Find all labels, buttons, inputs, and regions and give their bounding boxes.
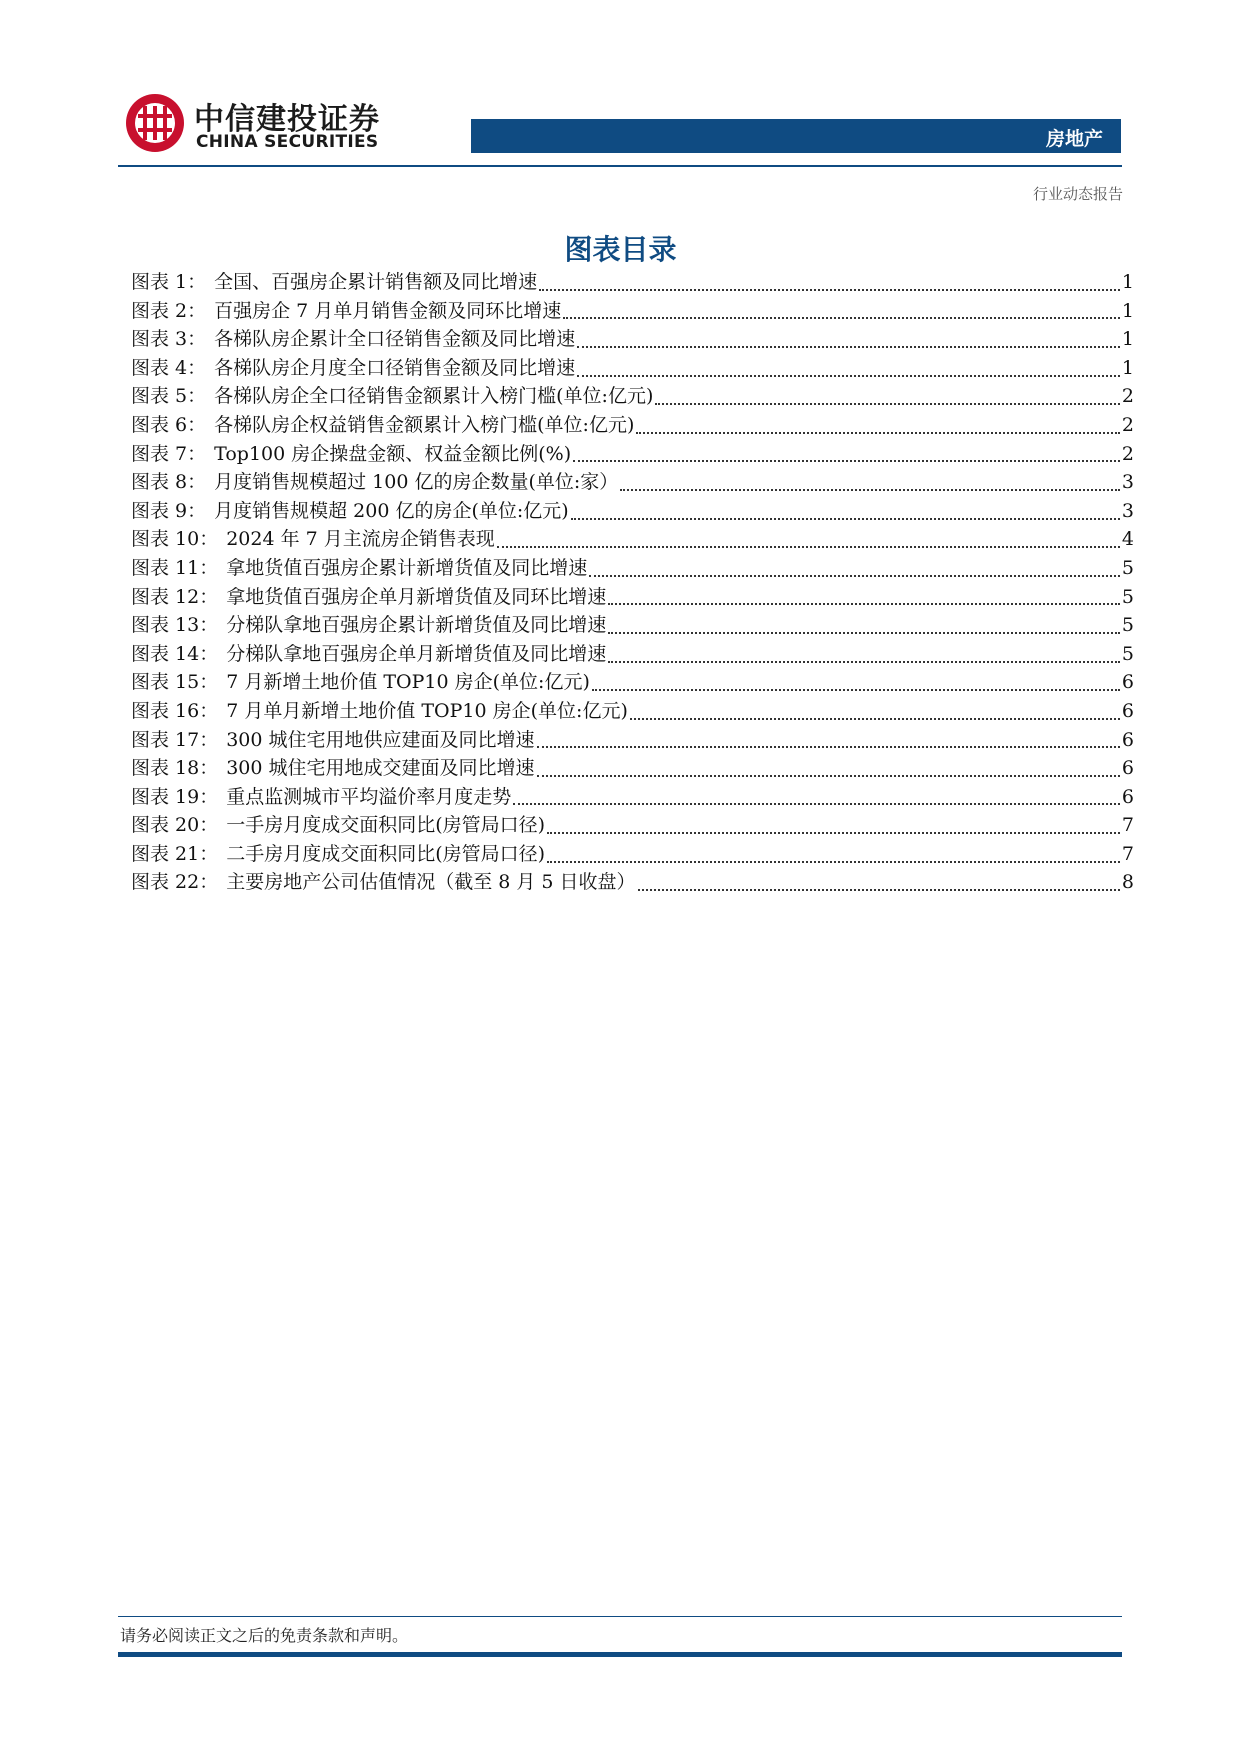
toc-entry-page: 2 bbox=[1121, 385, 1134, 408]
toc-entry-page: 2 bbox=[1121, 442, 1134, 465]
toc-entry-title: 7 月新增土地价值 TOP10 房企(单位:亿元) bbox=[226, 671, 590, 694]
toc-entry-title: 各梯队房企月度全口径销售金额及同比增速 bbox=[214, 356, 576, 379]
toc-entry-page: 5 bbox=[1121, 642, 1134, 665]
toc-entry[interactable] bbox=[131, 868, 1134, 897]
toc-entry-leader bbox=[592, 688, 1120, 691]
toc-entry-page: 1 bbox=[1121, 299, 1134, 322]
toc-entry-title: 百强房企 7 月单月销售金额及同环比增速 bbox=[214, 299, 562, 322]
footer-bar bbox=[118, 1652, 1122, 1657]
toc-entry[interactable] bbox=[131, 840, 1134, 869]
toc-entry-number: 图表 13： bbox=[131, 614, 219, 637]
toc-entry[interactable] bbox=[131, 440, 1134, 469]
toc-entry-page: 1 bbox=[1121, 356, 1134, 379]
toc-entry-title: 全国、百强房企累计销售额及同比增速 bbox=[214, 271, 538, 293]
toc-entry-number: 图表 9： bbox=[131, 499, 207, 522]
header-divider bbox=[118, 165, 1122, 167]
toc-entry-leader bbox=[547, 860, 1120, 863]
toc-entry-title: 各梯队房企权益销售金额累计入榜门槛(单位:亿元) bbox=[214, 413, 635, 436]
toc-entry-leader bbox=[577, 345, 1120, 348]
toc-entry-page: 5 bbox=[1121, 585, 1134, 608]
toc-entry-page: 7 bbox=[1121, 842, 1134, 865]
toc-entry-page: 5 bbox=[1121, 556, 1134, 579]
toc-entry-number: 图表 20： bbox=[131, 814, 219, 837]
toc-entry-page: 6 bbox=[1121, 728, 1134, 751]
toc-entry[interactable] bbox=[131, 354, 1134, 383]
toc-entry-number: 图表 12： bbox=[131, 585, 219, 608]
toc-entry-title: 月度销售规模超 200 亿的房企(单位:亿元) bbox=[214, 499, 569, 522]
toc-entry-number: 图表 4： bbox=[131, 356, 207, 379]
toc-entry-leader bbox=[573, 459, 1120, 462]
toc-entry-number: 图表 21： bbox=[131, 842, 219, 865]
logo-chinese-name: 中信建投证券 bbox=[194, 102, 380, 137]
toc-entry-number: 图表 5： bbox=[131, 385, 207, 408]
toc-entry[interactable] bbox=[131, 697, 1134, 726]
toc-entry-leader bbox=[608, 631, 1120, 634]
toc-entry-page: 6 bbox=[1121, 785, 1134, 808]
toc-entry[interactable] bbox=[131, 811, 1134, 840]
toc-entry-leader bbox=[620, 488, 1120, 491]
toc-entry[interactable] bbox=[131, 525, 1134, 554]
footer-divider bbox=[118, 1616, 1122, 1617]
toc-entry-title: 二手房月度成交面积同比(房管局口径) bbox=[226, 842, 546, 865]
toc-entry-title: 主要房地产公司估值情况（截至 8 月 5 日收盘） bbox=[226, 871, 636, 894]
toc-entry-page: 3 bbox=[1121, 499, 1134, 522]
toc-entry-number: 图表 14： bbox=[131, 642, 219, 665]
toc-entry-leader bbox=[547, 831, 1120, 834]
toc-entry-number: 图表 8： bbox=[131, 471, 207, 494]
sector-band bbox=[471, 119, 1121, 153]
toc-entry-page: 8 bbox=[1121, 871, 1134, 894]
toc-entry[interactable] bbox=[131, 783, 1134, 812]
toc-entry[interactable] bbox=[131, 754, 1134, 783]
toc-entry-page: 6 bbox=[1121, 757, 1134, 780]
toc-entry-number: 图表 22： bbox=[131, 871, 219, 894]
toc-entry[interactable] bbox=[131, 382, 1134, 411]
sector-label: 房地产 bbox=[1045, 128, 1103, 150]
toc-entry[interactable] bbox=[131, 497, 1134, 526]
toc-entry-leader bbox=[537, 774, 1120, 777]
toc-title: 图表目录 bbox=[564, 233, 677, 266]
toc-entry-title: 分梯队拿地百强房企累计新增货值及同比增速 bbox=[226, 614, 607, 637]
toc-entry-page: 7 bbox=[1121, 814, 1134, 837]
toc-entry-leader bbox=[655, 402, 1120, 405]
toc-entry-number: 图表 1： bbox=[131, 271, 207, 293]
toc-entry-number: 图表 18： bbox=[131, 757, 219, 780]
footer-disclaimer: 请务必阅读正文之后的免责条款和声明。 bbox=[120, 1626, 409, 1645]
toc-entry-number: 图表 2： bbox=[131, 299, 207, 322]
toc-entry-title: 月度销售规模超过 100 亿的房企数量(单位:家） bbox=[214, 471, 619, 494]
toc-entry-page: 1 bbox=[1121, 271, 1134, 293]
toc-entry-page: 6 bbox=[1121, 699, 1134, 722]
toc-entry-title: 分梯队拿地百强房企单月新增货值及同比增速 bbox=[226, 642, 607, 665]
toc-entry-page: 1 bbox=[1121, 328, 1134, 351]
citic-logo-icon bbox=[124, 92, 186, 154]
report-type: 行业动态报告 bbox=[1032, 185, 1123, 203]
toc-entry[interactable] bbox=[131, 726, 1134, 755]
toc-list bbox=[131, 268, 1134, 897]
toc-entry-title: 各梯队房企全口径销售金额累计入榜门槛(单位:亿元) bbox=[214, 385, 654, 408]
toc-entry-leader bbox=[539, 288, 1120, 291]
toc-entry-title: 拿地货值百强房企累计新增货值及同比增速 bbox=[226, 556, 588, 579]
toc-entry-leader bbox=[563, 316, 1120, 319]
toc-entry-number: 图表 16： bbox=[131, 699, 219, 722]
toc-entry[interactable] bbox=[131, 583, 1134, 612]
logo-english-name: CHINA SECURITIES bbox=[196, 132, 379, 152]
toc-entry-page: 3 bbox=[1121, 471, 1134, 494]
toc-entry-leader bbox=[513, 802, 1120, 805]
toc-entry-page: 6 bbox=[1121, 671, 1134, 694]
brand-logo bbox=[124, 92, 414, 158]
toc-entry[interactable] bbox=[131, 411, 1134, 440]
toc-entry[interactable] bbox=[131, 640, 1134, 669]
toc-entry-page: 4 bbox=[1121, 528, 1134, 551]
toc-entry-number: 图表 10： bbox=[131, 528, 219, 551]
toc-entry-leader bbox=[537, 745, 1120, 748]
toc-entry[interactable] bbox=[131, 668, 1134, 697]
toc-entry-title: Top100 房企操盘金额、权益金额比例(%) bbox=[214, 442, 572, 465]
toc-entry[interactable] bbox=[131, 297, 1134, 326]
toc-entry-leader bbox=[577, 374, 1120, 377]
toc-entry[interactable] bbox=[131, 325, 1134, 354]
toc-entry-leader bbox=[608, 660, 1120, 663]
toc-entry[interactable] bbox=[131, 554, 1134, 583]
toc-entry-number: 图表 15： bbox=[131, 671, 219, 694]
toc-entry[interactable] bbox=[131, 611, 1134, 640]
toc-entry-title: 拿地货值百强房企单月新增货值及同环比增速 bbox=[226, 585, 607, 608]
toc-entry-page: 2 bbox=[1121, 413, 1134, 436]
toc-entry-number: 图表 3： bbox=[131, 328, 207, 351]
toc-entry-title: 各梯队房企累计全口径销售金额及同比增速 bbox=[214, 328, 576, 351]
toc-entry-title: 一手房月度成交面积同比(房管局口径) bbox=[226, 814, 546, 837]
toc-entry[interactable] bbox=[131, 268, 1134, 297]
toc-entry-leader bbox=[630, 717, 1120, 720]
toc-entry-leader bbox=[589, 574, 1120, 577]
toc-entry-title: 300 城住宅用地成交建面及同比增速 bbox=[226, 757, 535, 780]
toc-entry-leader bbox=[571, 517, 1120, 520]
toc-entry-title: 2024 年 7 月主流房企销售表现 bbox=[226, 528, 495, 551]
toc-entry-leader bbox=[497, 545, 1120, 548]
toc-entry-leader bbox=[608, 602, 1120, 605]
toc-entry-title: 重点监测城市平均溢价率月度走势 bbox=[226, 785, 512, 808]
toc-entry[interactable] bbox=[131, 468, 1134, 497]
toc-entry-number: 图表 6： bbox=[131, 413, 207, 436]
toc-entry-title: 7 月单月新增土地价值 TOP10 房企(单位:亿元) bbox=[226, 699, 628, 722]
toc-entry-leader bbox=[636, 431, 1120, 434]
toc-entry-number: 图表 17： bbox=[131, 728, 219, 751]
toc-entry-number: 图表 7： bbox=[131, 442, 207, 465]
toc-entry-number: 图表 11： bbox=[131, 556, 219, 579]
toc-entry-number: 图表 19： bbox=[131, 785, 219, 808]
toc-entry-title: 300 城住宅用地供应建面及同比增速 bbox=[226, 728, 535, 751]
toc-entry-leader bbox=[638, 888, 1120, 891]
toc-entry-page: 5 bbox=[1121, 614, 1134, 637]
